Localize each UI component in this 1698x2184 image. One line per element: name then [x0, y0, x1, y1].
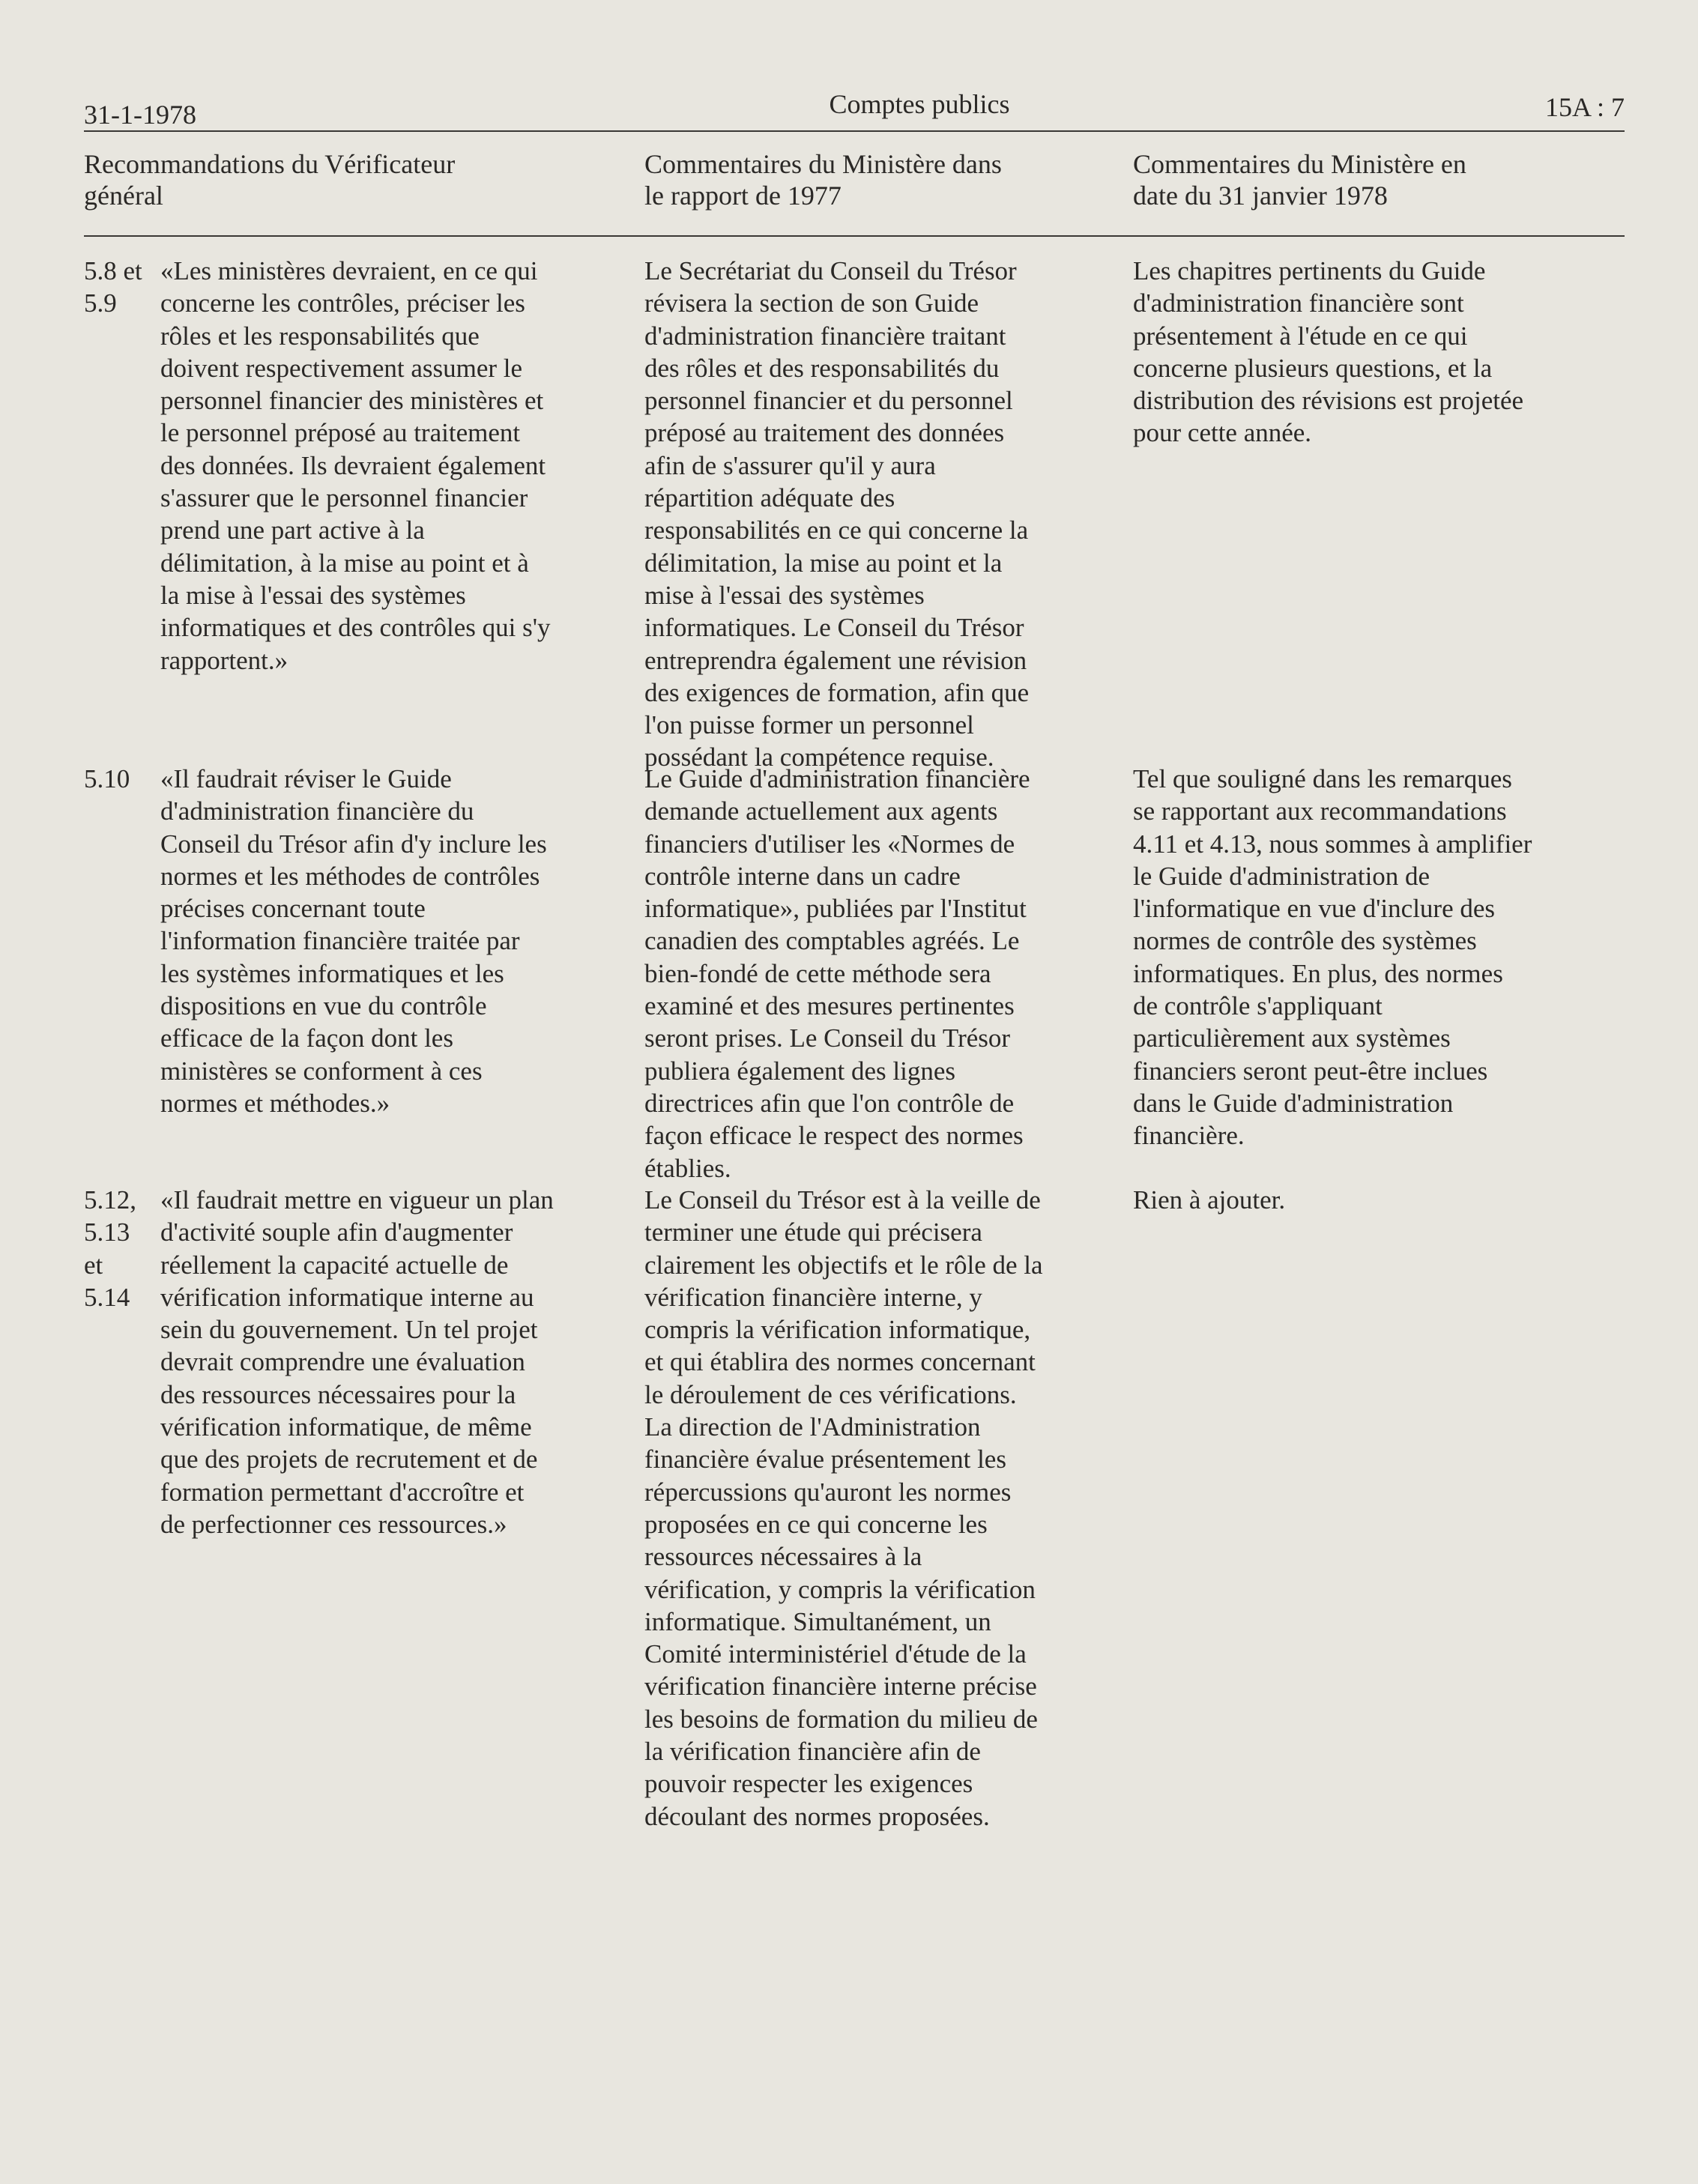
header-rule: [84, 130, 1625, 132]
recommendation-number: 5.8 et 5.9: [84, 256, 142, 318]
comment-1978: Rien à ajouter.: [1133, 1185, 1286, 1214]
comment-1977: Le Secrétariat du Conseil du Trésor révisera la section de son Guide d'administration financière traitant des rôles et des responsabilités du personnel financier et du personnel préposé au traitement des données afin de s'assurer qu'il y aura répartition adéquate des responsabilités en ce qui concerne la délimitation, la mise au point et la mise à l'essai des systèmes informatiques. Le Conseil du Trésor entreprendra également une révision des exigences de formation, afin que l'on puisse former un personnel possédant la compétence requise.: [644, 256, 1030, 772]
header-page-number: 15A : 7: [1544, 92, 1625, 122]
header-title: Comptes publics: [829, 89, 1010, 119]
recommendation-text: «Il faudrait réviser le Guide d'administration financière du Conseil du Trésor afin d'y inclure les normes et les méthodes de contrôles précises concernant toute l'information financière traitée par les systèmes informatiques et les dispositions en vue du contrôle efficace de la façon dont les ministères se conforment à ces normes et méthodes.»: [160, 764, 547, 1118]
recommendation-number: 5.12, 5.13 et 5.14: [84, 1185, 136, 1312]
column-header-rule: [84, 235, 1625, 237]
comment-1978: Tel que souligné dans les remarques se rapportant aux recommandations 4.11 et 4.13, nous sommes à amplifier le Guide d'administration de l'informatique en vue d'inclure des normes de contrôle des systèmes informatiques. En plus, des normes de contrôle s'appliquant particulièrement aux systèmes financiers seront peut-être inclues dans le Guide d'administration financière.: [1133, 764, 1532, 1151]
page-header: [84, 88, 1625, 133]
column-header-comments-1978: Commentaires du Ministère en date du 31 janvier 1978: [1133, 149, 1466, 211]
comment-1977: Le Conseil du Trésor est à la veille de terminer une étude qui précisera clairement les objectifs et le rôle de la vérification financière interne, y compris la vérification informatique, et qui établira des normes concernant le déroulement de ces vérifications. La direction de l'Administration financière évalue présentement les répercussions qu'auront les normes proposées en ce qui concerne les ressources nécessaires à la vérification, y compris la vérification informatique. Simultanément, un Comité interministériel d'étude de la vérification financière interne précise les besoins de formation du milieu de la vérification financière afin de pouvoir respecter les exigences découlant des normes proposées.: [644, 1185, 1043, 1831]
recommendation-number: 5.10: [84, 764, 130, 793]
comment-1977: Le Guide d'administration financière demande actuellement aux agents financiers d'utiliser les «Normes de contrôle interne dans un cadre informatique», publiées par l'Institut canadien des comptables agréés. Le bien-fondé de cette méthode sera examiné et des mesures pertinentes seront prises. Le Conseil du Trésor publiera également des lignes directrices afin que l'on contrôle de façon efficace le respect des normes établies.: [644, 764, 1030, 1183]
recommendation-text: «Les ministères devraient, en ce qui concerne les contrôles, préciser les rôles et les responsabilités que doivent respectivement assumer le personnel financier des ministères et le personnel préposé au traitement des données. Ils devraient également s'assurer que le personnel financier prend une part active à la délimitation, à la mise au point et à la mise à l'essai des systèmes informatiques et des contrôles qui s'y rapportent.»: [160, 256, 551, 675]
column-header-comments-1977: Commentaires du Ministère dans le rapport de 1977: [644, 149, 1002, 211]
header-date: 31-1-1978: [84, 100, 196, 130]
column-header-recommendations: Recommandations du Vérificateur général: [84, 149, 456, 211]
comment-1978: Les chapitres pertinents du Guide d'administration financière sont présentement à l'étude en ce qui concerne plusieurs questions, et la distribution des révisions est projetée pour cette année.: [1133, 256, 1524, 448]
recommendation-text: «Il faudrait mettre en vigueur un plan d'activité souple afin d'augmenter réellement la capacité actuelle de vérification informatique interne au sein du gouvernement. Un tel projet devrait comprendre une évaluation des ressources nécessaires pour la vérification informatique, de même que des projets de recrutement et de formation permettant d'accroître et de perfectionner ces ressources.»: [160, 1185, 554, 1539]
